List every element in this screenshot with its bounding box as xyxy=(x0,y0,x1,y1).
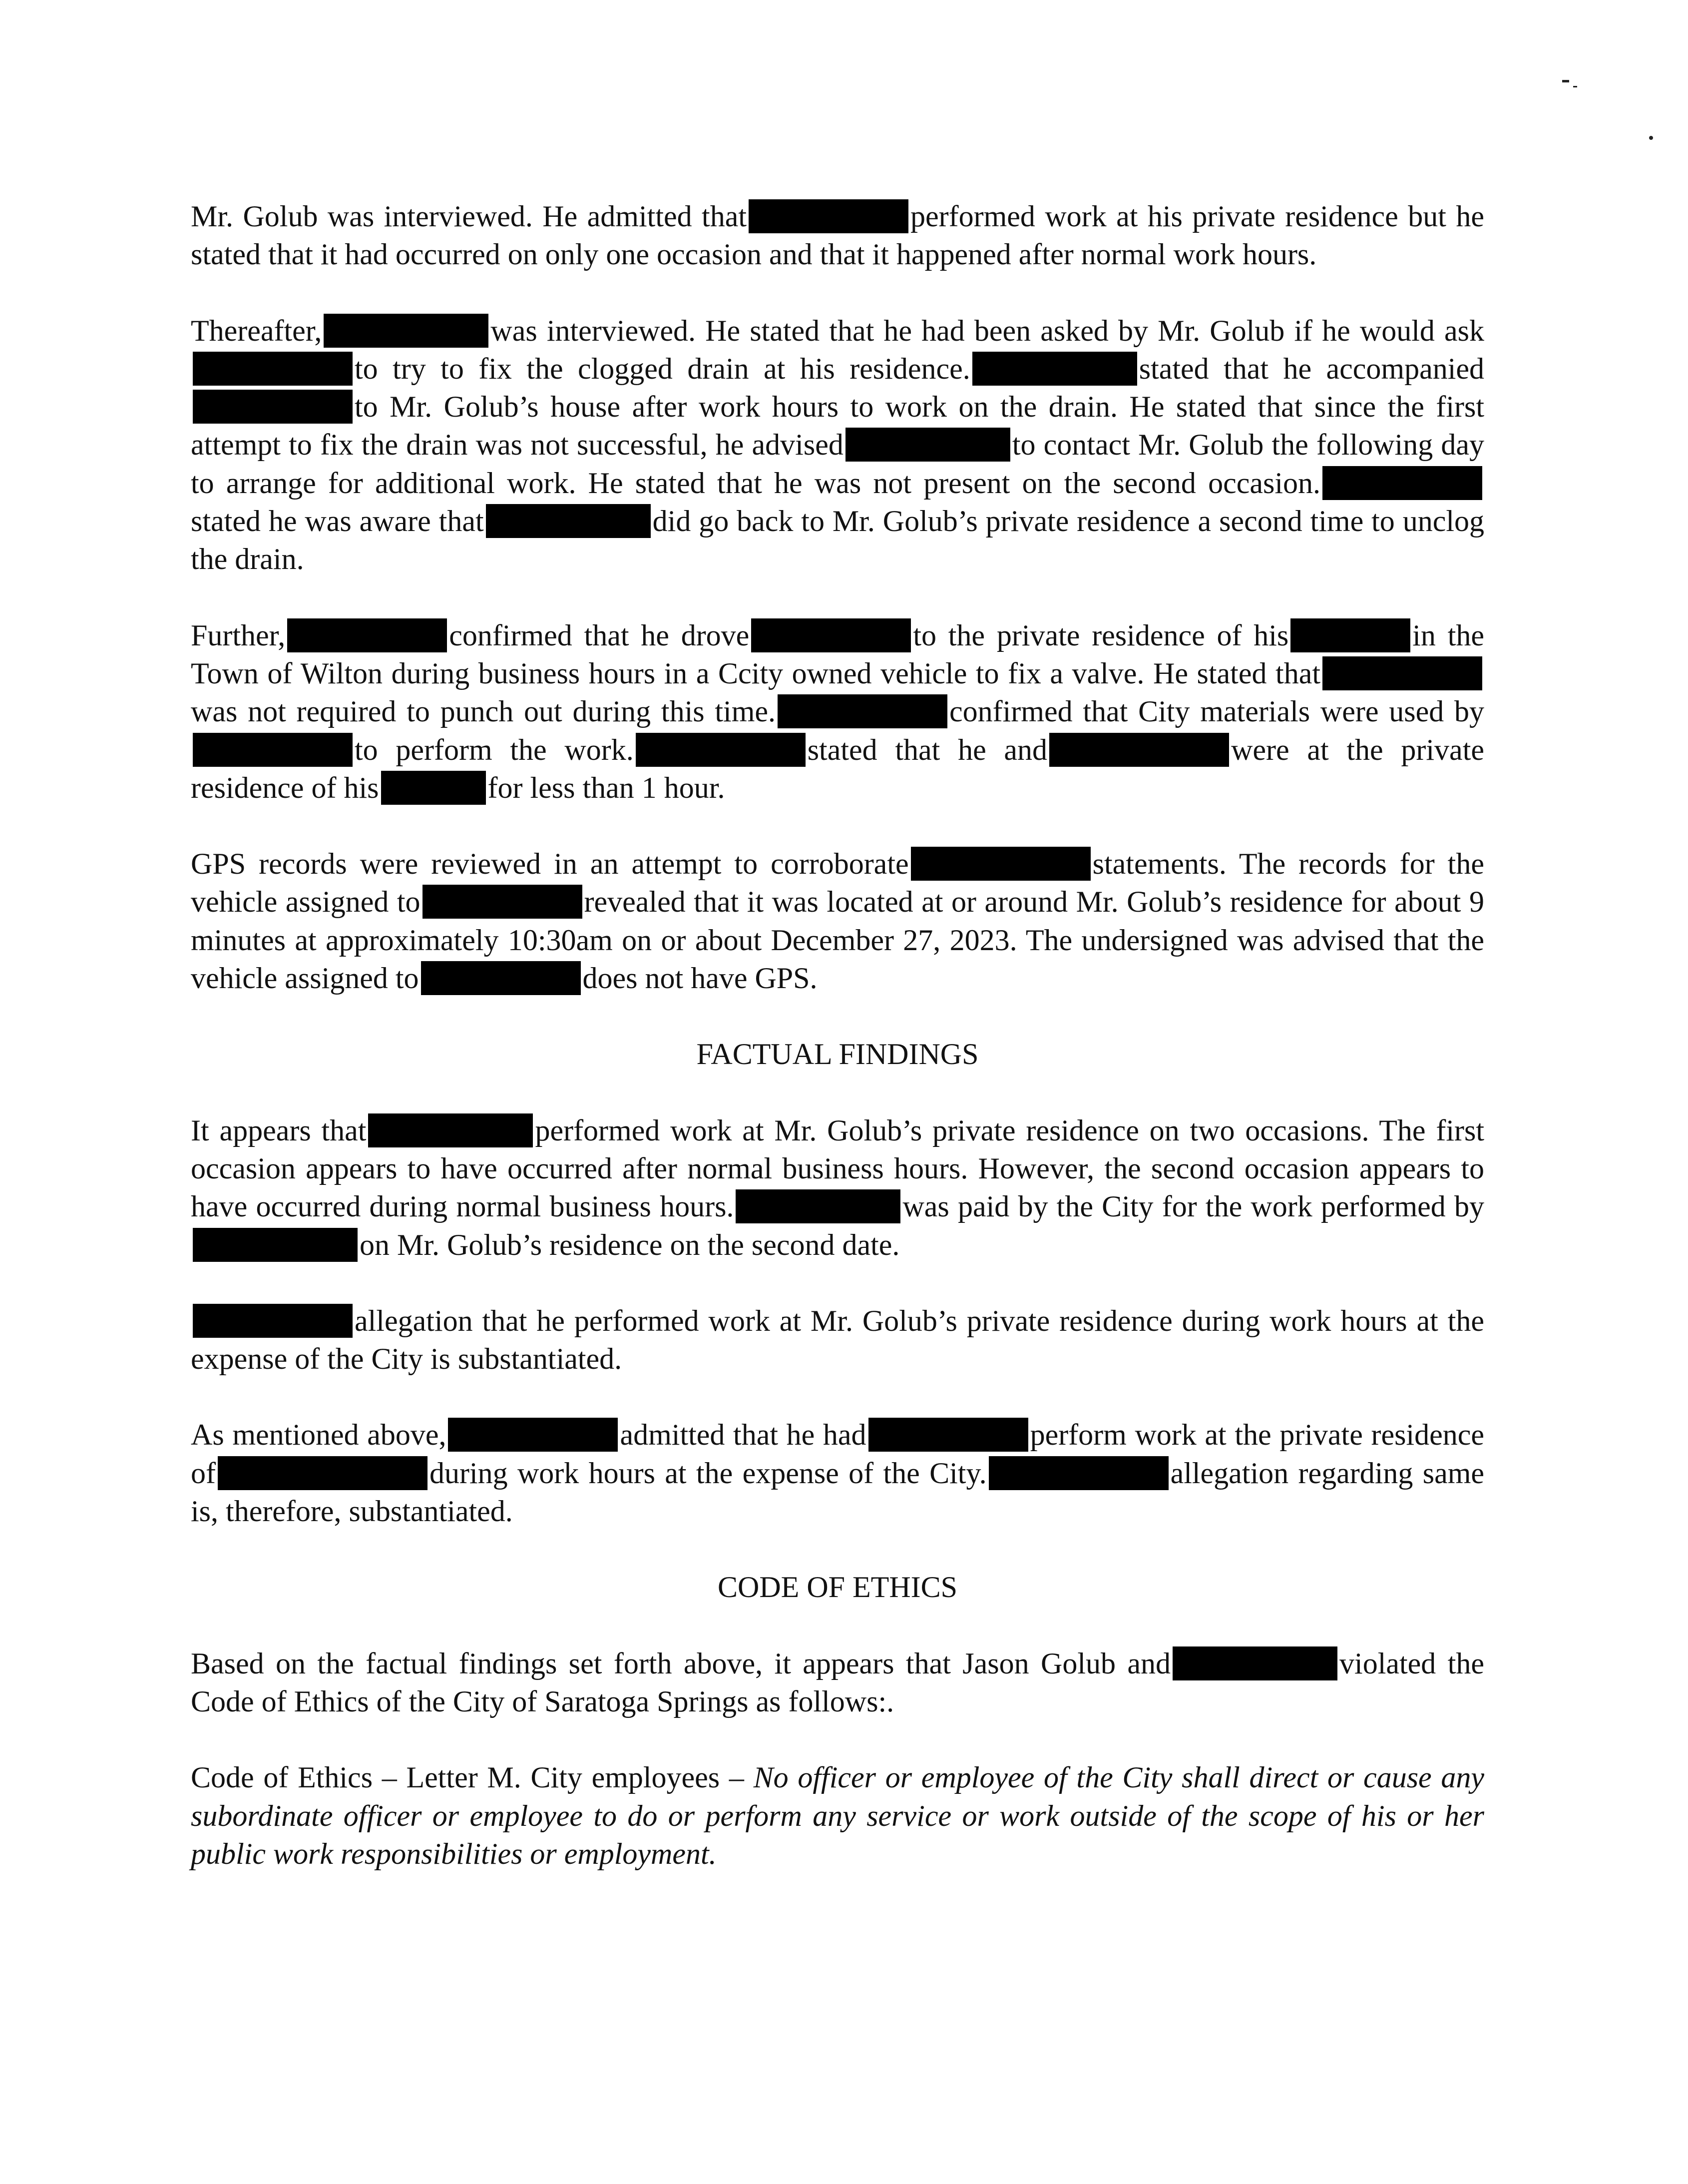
paragraph-two-occasions: It appears that performed work at Mr. Golub’s private residence on two occasions. The first occasion appears to have occurred after normal business hours. However, the second occasion appears to have occurred during normal business hours. was paid by the City for the work performed byon Mr. Golub’s residence on the second date. xyxy=(191,1113,1485,1261)
redaction-bar xyxy=(749,199,908,233)
redaction-bar xyxy=(1322,656,1482,690)
redaction-bar xyxy=(324,314,488,348)
paragraph-based-on-findings: Based on the factual findings set forth above, it appears that Jason Golub and violated the Code of Ethics of the City of Saratoga Springs as follows:. xyxy=(191,1646,1485,1718)
redaction-bar xyxy=(218,1456,427,1490)
redaction-bar xyxy=(736,1189,900,1223)
redaction-bar xyxy=(421,961,581,995)
paragraph-as-mentioned: As mentioned above, admitted that he had perform work at the private residence of during work hours at the expense of the City. allegation regarding same is, therefore, substantiated. xyxy=(191,1418,1484,1528)
redaction-bar xyxy=(778,694,947,728)
paragraph-code-letter-m: Code of Ethics – Letter M. City employees – No officer or employee of the City shall direct or cause any subordinate officer or employee to do or perform any service or work outside of the scope of his or her public work responsibilities or employment. xyxy=(191,1761,1485,1870)
redaction-bar xyxy=(972,352,1137,386)
code-quote: No officer or employee of the City shall direct or cause any subordinate officer or employee to do or perform any service or work outside of the scope of his or her public work responsibilities or employment. xyxy=(191,1761,1485,1870)
redaction-bar xyxy=(751,618,911,652)
redaction-bar xyxy=(193,352,353,386)
redaction-bar xyxy=(1173,1646,1337,1680)
redaction-bar xyxy=(193,1228,358,1262)
redaction-bar xyxy=(1290,618,1410,652)
redaction-bar xyxy=(193,1304,353,1338)
scan-speck xyxy=(1573,86,1577,87)
paragraph-second-interview: Thereafter, was interviewed. He stated that he had been asked by Mr. Golub if he would askto try to fix the clogged drain at his residence. stated that he accompaniedto Mr. Golub’s house after work hours to work on the drain. He stated that since the first attempt to fix the drain was not successful, he advised to contact Mr. Golub the following day to arrange for additional work. He stated that he was not present on the second occasion.stated he was aware that did go back to Mr. Golub’s private residence a second time to unclog the drain. xyxy=(191,314,1485,576)
redaction-bar xyxy=(193,733,353,767)
redaction-bar xyxy=(636,733,806,767)
redaction-bar xyxy=(422,885,582,919)
redaction-bar xyxy=(448,1418,618,1452)
redaction-bar xyxy=(368,1113,533,1147)
redaction-bar xyxy=(868,1418,1028,1452)
redaction-bar xyxy=(989,1456,1169,1490)
paragraph-wilton-valve: Further, confirmed that he drove to the private residence of his in the Town of Wilton during business hours in a Ccity owned vehicle to fix a valve. He stated thatwas not required to punch out during this time. confirmed that City materials were used byto perform the work. stated that he and were at the private residence of his for less than 1 hour. xyxy=(191,618,1484,804)
redaction-bar xyxy=(1322,466,1482,500)
redaction-bar xyxy=(287,618,447,652)
paragraph-gps-records: GPS records were reviewed in an attempt to corroborate statements. The records for the vehicle assigned to revealed that it was located at or around Mr. Golub’s residence for about 9 minutes at approximately 10:30am on or about December 27, 2023. The undersigned was advised that the vehicle assigned to does not have GPS. xyxy=(191,847,1484,995)
redaction-bar xyxy=(845,428,1010,462)
scan-speck xyxy=(1649,136,1653,140)
document-body xyxy=(191,197,1484,1911)
heading-factual-findings: FACTUAL FINDINGS xyxy=(696,1038,979,1071)
paragraph-golub-interview: Mr. Golub was interviewed. He admitted that performed work at his private residence but he stated that it had occurred on only one occasion and that it happened after normal work hours. xyxy=(191,200,1484,271)
redaction-bar xyxy=(381,771,486,805)
redaction-bar xyxy=(1049,733,1229,767)
scan-speck xyxy=(1562,80,1569,82)
redaction-bar xyxy=(193,390,353,424)
paragraph-allegation-substantiated: allegation that he performed work at Mr. Golub’s private residence during work hours at the expense of the City is substantiated. xyxy=(191,1304,1484,1376)
heading-code-of-ethics: CODE OF ETHICS xyxy=(717,1571,958,1604)
redaction-bar xyxy=(486,504,651,538)
redaction-bar xyxy=(911,847,1091,881)
